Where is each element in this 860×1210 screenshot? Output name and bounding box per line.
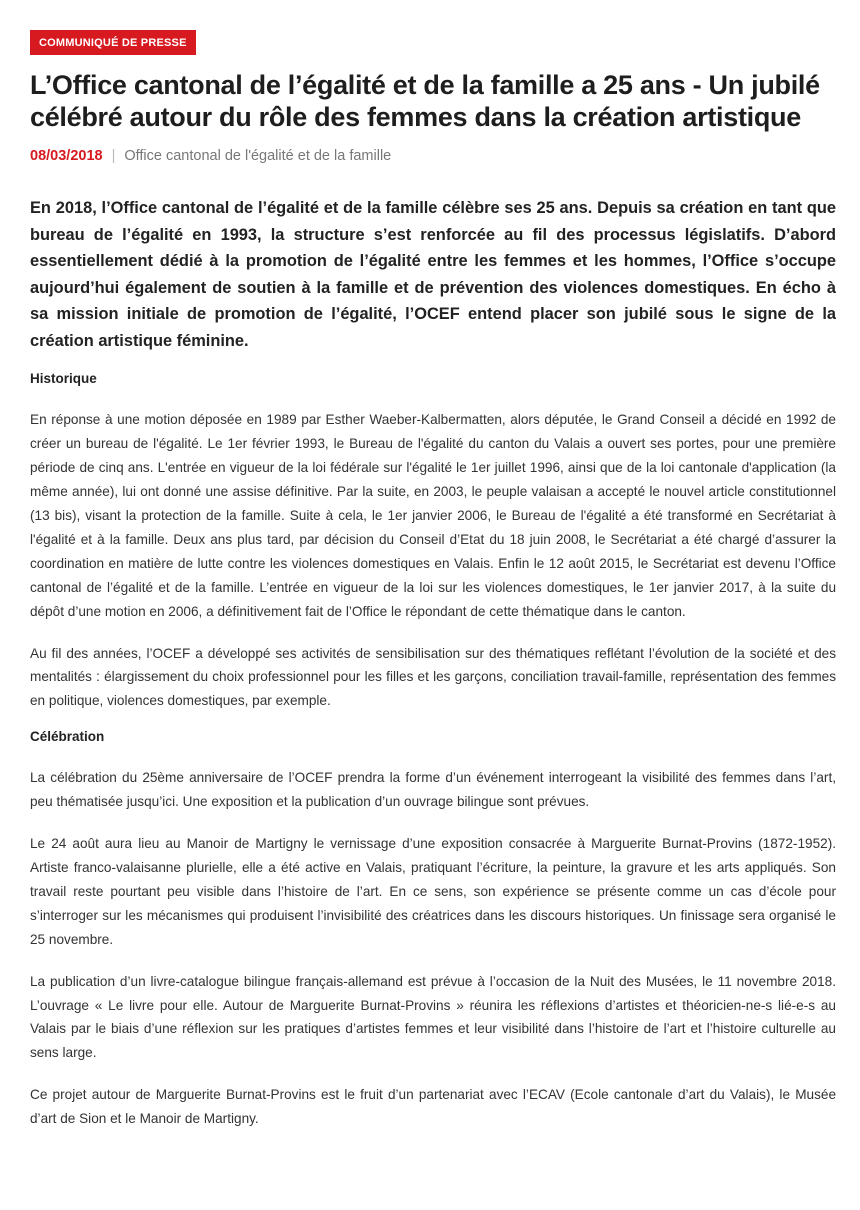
- paragraph: La publication d’un livre-catalogue bilingue français-allemand est prévue à l’occasion de la Nuit des Musées, le 11 novembre 2018. L’ouvrage « Le livre pour elle. Autour de Marguerite Burnat-Provins » réunira les réflexions d’artistes et théoricien-ne-s lié-e-s au Valais par le biais d’une réflexion sur les pratiques d’artistes femmes et leur visibilité dans l’histoire de l’art et l’histoire culturelle au sens large.: [30, 973, 836, 1061]
- press-release-badge: COMMUNIQUÉ DE PRESSE: [30, 30, 196, 55]
- section-celebration: [30, 728, 836, 1131]
- paragraph: La célébration du 25ème anniversaire de l’OCEF prendra la forme d’un événement interrogeant la visibilité des femmes dans l’art, peu thématisée jusqu’ici. Une exposition et la publication d’un ouvrage bilingue sont prévues.: [30, 770, 836, 810]
- meta-separator: |: [111, 148, 116, 164]
- section-historique: [30, 370, 836, 713]
- section-heading-historique: Historique: [30, 371, 97, 387]
- lead-paragraph: En 2018, l’Office cantonal de l’égalité et de la famille célèbre ses 25 ans. Depuis sa création en tant que bureau de l’égalité en 1993, la structure s’est renforcée au fil des processus législatifs. D’abord essentiellement dédié à la promotion de l’égalité entre les femmes et les hommes, l’Office s’occupe aujourd’hui également de soutien à la famille et de prévention des violences domestiques. En écho à sa mission initiale de promotion de l’égalité, l’OCEF entend placer son jubilé sous le signe de la création artistique féminine.: [30, 199, 836, 350]
- press-release-article: [30, 30, 836, 1145]
- article-author: Office cantonal de l'égalité et de la famille: [124, 148, 392, 164]
- paragraph: Le 24 août aura lieu au Manoir de Martigny le vernissage d’une exposition consacrée à Marguerite Burnat-Provins (1872-1952). Artiste franco-valaisanne plurielle, elle a été active en Valais, pratiquant l’écriture, la peinture, la gravure et les arts appliqués. Son travail reste pourtant peu visible dans l’histoire de l’art. En ce sens, son expérience se présente comme un cas d’école pour s’interroger sur les mécanismes qui produisent l’invisibilité des créatrices dans les discours historiques. Un finissage sera organisé le 25 novembre.: [30, 836, 836, 947]
- paragraph: Au fil des années, l’OCEF a développé ses activités de sensibilisation sur des thématiques reflétant l’évolution de la société et des mentalités : élargissement du choix professionnel pour les filles et les garçons, conciliation travail-famille, représentation des femmes en politique, violences domestiques, par exemple.: [30, 645, 836, 709]
- article-meta: [30, 147, 836, 165]
- paragraph: En réponse à une motion déposée en 1989 par Esther Waeber-Kalbermatten, alors députée, le Grand Conseil a décidé en 1992 de créer un bureau de l'égalité. Le 1er février 1993, le Bureau de l'égalité du canton du Valais a ouvert ses portes, pour une première période de cinq ans. L'entrée en vigueur de la loi fédérale sur l'égalité le 1er juillet 1996, ainsi que de la loi cantonale d'application (la même année), lui ont donné une assise définitive. Par la suite, en 2003, le peuple valaisan a accepté le nouvel article constitutionnel (13 bis), visant la protection de la famille. Suite à cela, le 1er janvier 2006, le Bureau de l'égalité a été transformé en Secrétariat à l'égalité et à la famille. Deux ans plus tard, par décision du Conseil d’Etat du 18 juin 2008, le Secrétariat a été chargé d’assurer la coordination en matière de lutte contre les violences domestiques en Valais. Enfin le 12 août 2015, le Secrétariat est devenu l’Office cantonal de l’égalité et de la famille. L’entrée en vigueur de la loi sur les violences domestiques, le 1er janvier 2017, à la suite du dépôt d’une motion en 2006, a définitivement fait de l’Office le répondant de cette thématique dans le canton.: [30, 412, 836, 619]
- publication-date: 08/03/2018: [30, 148, 103, 164]
- page-title: L’Office cantonal de l’égalité et de la famille a 25 ans - Un jubilé célébré autour du rôle des femmes dans la création artistique: [30, 70, 820, 132]
- paragraph: Ce projet autour de Marguerite Burnat-Provins est le fruit d’un partenariat avec l’ECAV (Ecole cantonale d’art du Valais), le Musée d’art de Sion et le Manoir de Martigny.: [30, 1087, 836, 1127]
- section-heading-celebration: Célébration: [30, 729, 105, 745]
